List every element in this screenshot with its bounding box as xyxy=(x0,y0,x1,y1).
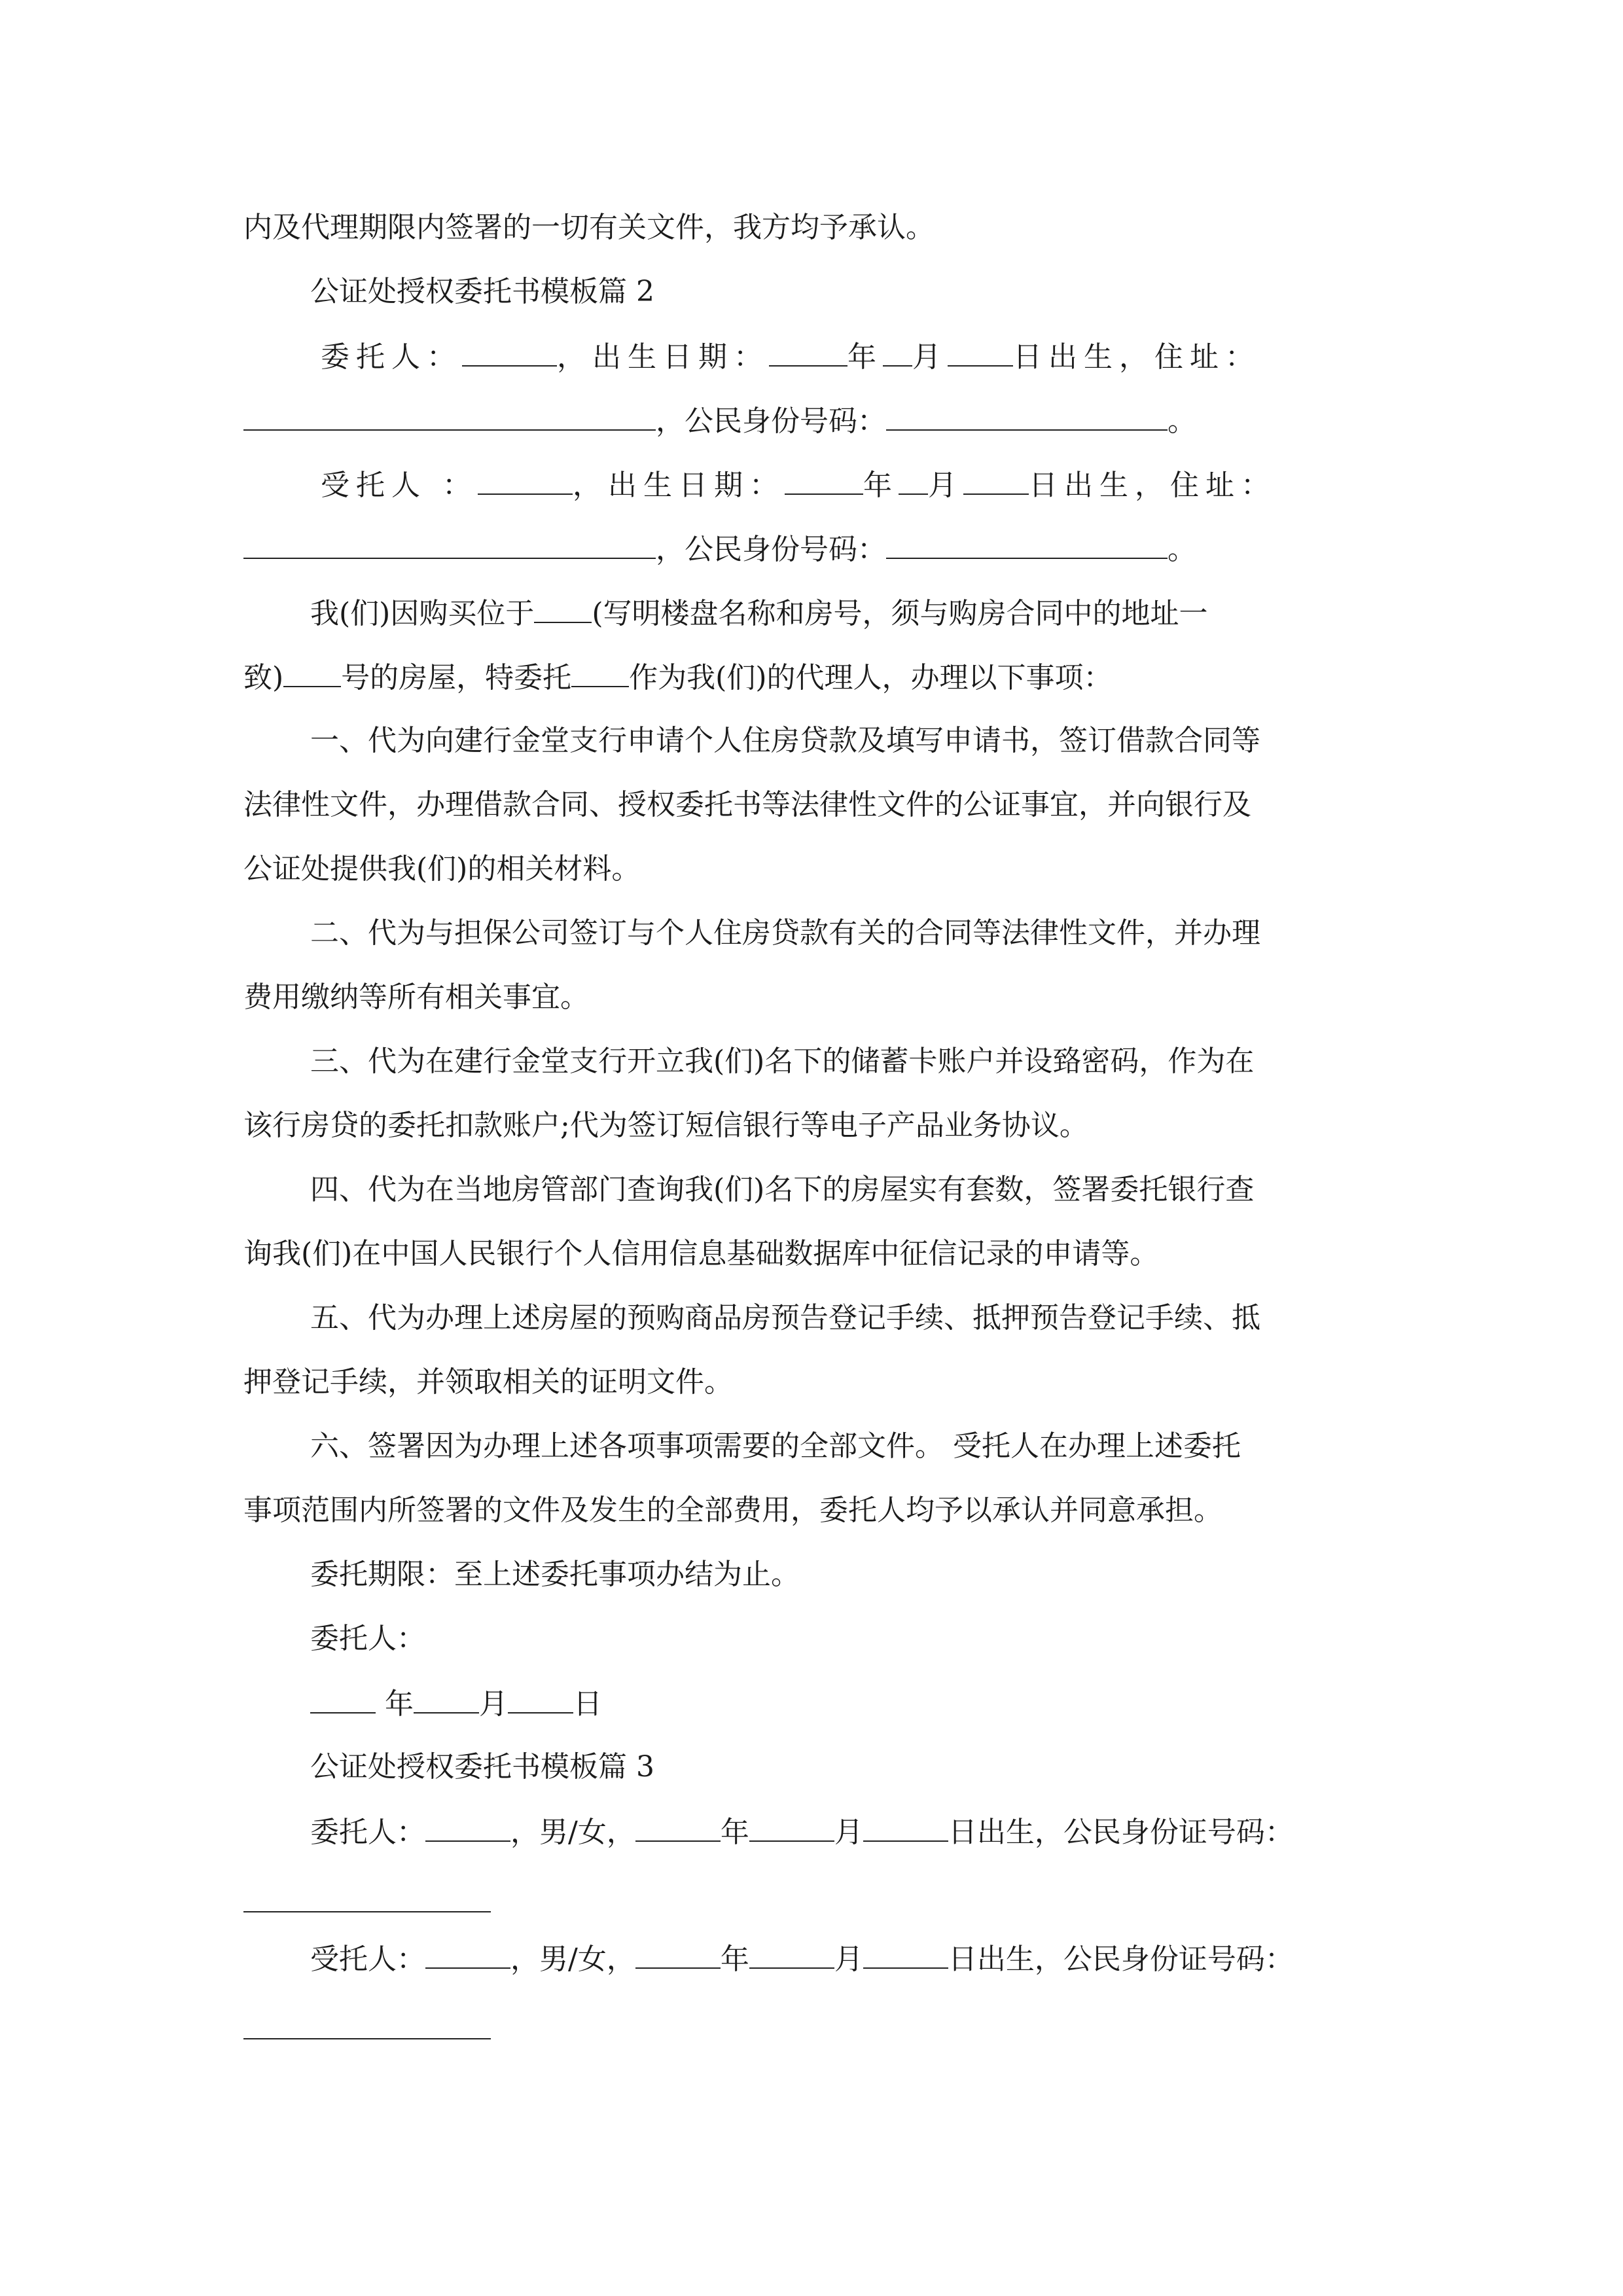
section-title-2: 公证处授权委托书模板篇 2 xyxy=(310,275,654,308)
day-blank xyxy=(963,465,1029,495)
paragraph-line: 法律性文件，办理借款合同、授权委托书等法律性文件的公证事宜，并向银行及 xyxy=(243,788,1251,821)
paragraph-line: 二、代为与担保公司签订与个人住房贷款有关的合同等法律性文件，并办理 xyxy=(310,916,1260,950)
month-blank xyxy=(749,1939,834,1969)
paragraph-line: 押登记手续，并领取相关的证明文件。 xyxy=(243,1365,733,1399)
number-blank xyxy=(283,657,341,687)
address-blank xyxy=(243,529,656,559)
section-title-3: 公证处授权委托书模板篇 3 xyxy=(310,1750,654,1784)
paragraph-line: 我(们)因购买位于 (写明楼盘名称和房号，须与购房合同中的地址一 xyxy=(310,593,1208,634)
paragraph-line: 四、代为在当地房管部门查询我(们)名下的房屋实有套数，签署委托银行查 xyxy=(310,1173,1255,1206)
paragraph-line: 一、代为向建行金堂支行申请个人住房贷款及填写申请书，签订借款合同等 xyxy=(310,724,1260,757)
agent-row: 受托人： ，男/女， 年 月 日出生，公民身份证号码： xyxy=(310,1939,1294,1979)
date-line: 年 月 日 xyxy=(310,1683,602,1724)
agent-blank xyxy=(571,657,629,687)
name-blank xyxy=(462,336,557,367)
month-blank xyxy=(883,336,912,367)
principal-id-row: ，公民身份号码： 。 xyxy=(243,401,1196,441)
paragraph-line: 内及代理期限内签署的一切有关文件，我方均予承认。 xyxy=(243,211,935,244)
paragraph-line: 五、代为办理上述房屋的预购商品房预告登记手续、抵押预告登记手续、抵 xyxy=(310,1301,1260,1335)
paragraph-line: 六、签署因为办理上述各项事项需要的全部文件。 受托人在办理上述委托 xyxy=(310,1429,1241,1463)
address-blank xyxy=(243,401,656,431)
agent-id-row: ，公民身份号码： 。 xyxy=(243,529,1196,569)
year-blank xyxy=(635,1939,721,1969)
month-blank xyxy=(899,465,928,495)
day-blank xyxy=(863,1939,948,1969)
year-blank xyxy=(635,1812,721,1842)
name-blank xyxy=(478,465,573,495)
name-blank xyxy=(425,1939,510,1969)
agent-row: 受托人 ： ，出生日期： 年 月 日出生，住址： xyxy=(321,465,1276,505)
name-blank xyxy=(425,1812,510,1842)
id-number-blank xyxy=(886,401,1168,431)
id-number-blank xyxy=(886,529,1168,559)
day-blank xyxy=(508,1683,573,1713)
id-number-blank xyxy=(243,1911,491,1912)
term-line: 委托期限：至上述委托事项办结为止。 xyxy=(310,1558,800,1591)
paragraph-line: 该行房贷的委托扣款账户;代为签订短信银行等电子产品业务协议。 xyxy=(243,1109,1088,1142)
paragraph-line: 费用缴纳等所有相关事宜。 xyxy=(243,980,589,1014)
day-blank xyxy=(948,336,1013,367)
id-number-blank xyxy=(243,2038,491,2039)
day-blank xyxy=(863,1812,948,1842)
principal-row: 委托人： ，出生日期： 年 月 日出生，住址： xyxy=(321,336,1260,377)
paragraph-line: 事项范围内所签署的文件及发生的全部费用，委托人均予以承认并同意承担。 xyxy=(243,1494,1222,1527)
principal-row: 委托人： ，男/女， 年 月 日出生，公民身份证号码： xyxy=(310,1812,1294,1852)
year-blank xyxy=(769,336,847,367)
paragraph-line: 询我(们)在中国人民银行个人信用信息基础数据库中征信记录的申请等。 xyxy=(243,1237,1159,1270)
paragraph-line: 公证处提供我(们)的相关材料。 xyxy=(243,852,641,886)
paragraph-line: 致) 号的房屋，特委托 作为我(们)的代理人，办理以下事项： xyxy=(243,657,1113,698)
paragraph-line: 三、代为在建行金堂支行开立我(们)名下的储蓄卡账户并设臵密码，作为在 xyxy=(310,1045,1255,1078)
year-blank xyxy=(785,465,863,495)
month-blank xyxy=(414,1683,479,1713)
property-blank xyxy=(534,593,592,623)
year-blank xyxy=(310,1683,376,1713)
signature-label: 委托人： xyxy=(310,1622,425,1655)
month-blank xyxy=(749,1812,834,1842)
